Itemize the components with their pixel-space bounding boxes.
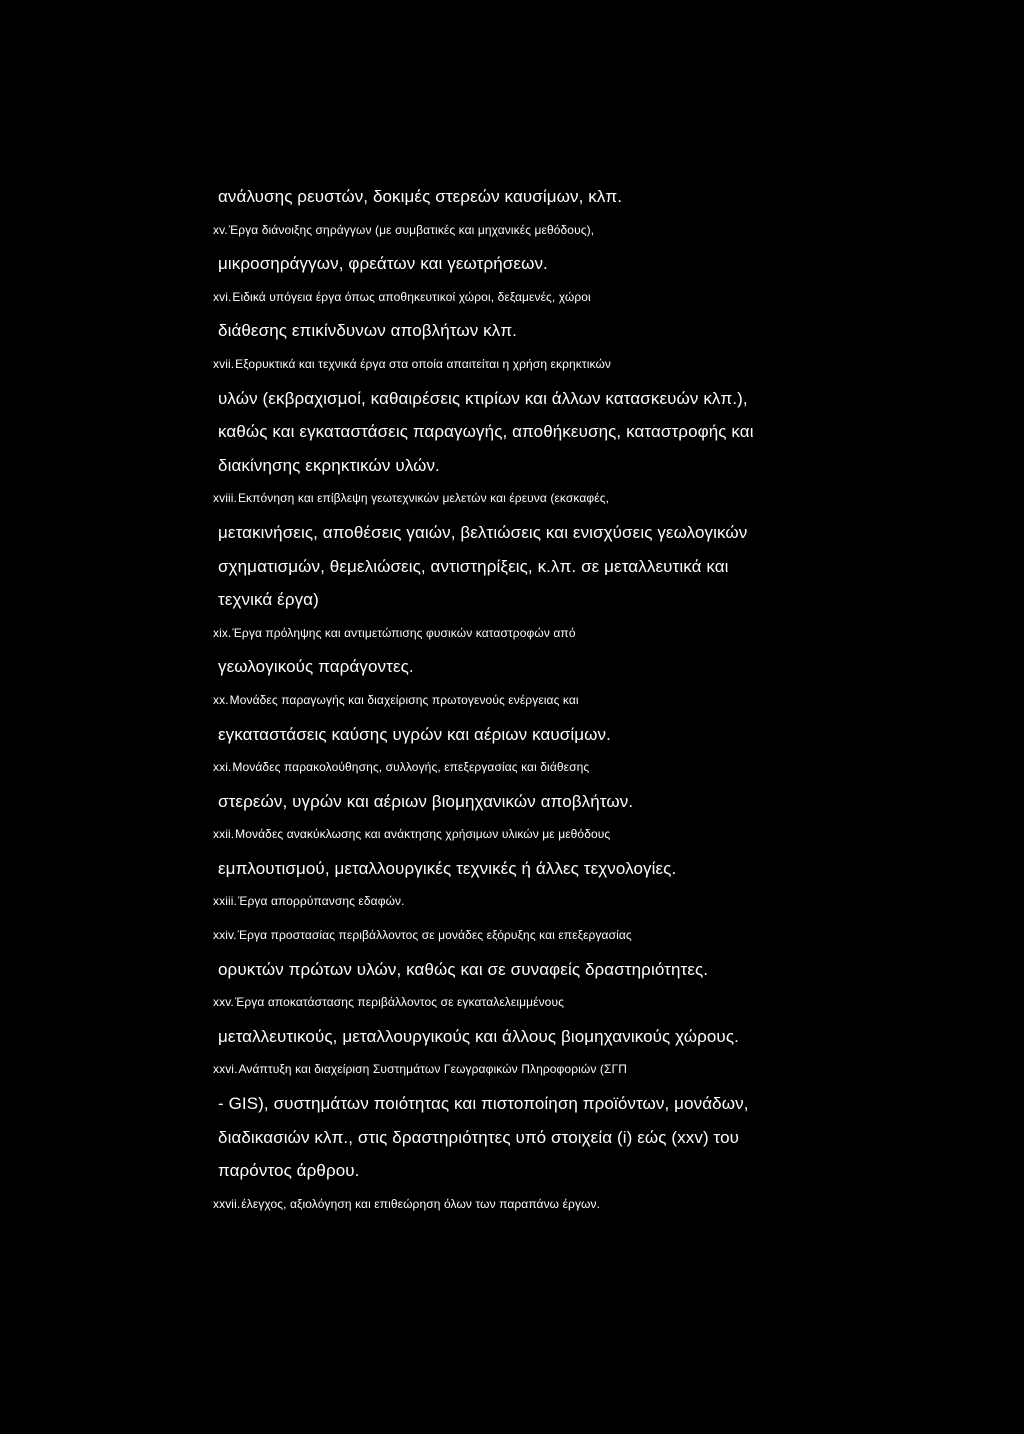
item-text: Ανάπτυξη και διαχείριση Συστημάτων Γεωγραφικών Πληροφοριών (ΣΓΠ [238,1062,627,1077]
item-text: έλεγχος, αξιολόγηση και επιθεώρηση όλων των παραπάνω έργων. [241,1196,601,1211]
text-line [218,1154,868,1188]
text-line [218,1020,868,1054]
text-line [218,650,868,684]
list-item-xvi [213,281,868,315]
item-marker: xxi. [213,760,232,775]
line-text: διάθεσης επικίνδυνων αποβλήτων κλπ. [218,321,518,341]
text-line [218,247,868,281]
item-text: Έργα αποκατάστασης περιβάλλοντος σε εγκαταλελειμμένους [234,995,564,1010]
line-text: τεχνικά έργα) [218,590,319,610]
line-text: - GIS), συστημάτων ποιότητας και πιστοποίηση προϊόντων, μονάδων, [218,1094,749,1114]
list-item-xxv [213,986,868,1020]
item-marker: xxv. [213,995,234,1010]
item-marker: xxvi. [213,1062,238,1077]
text-line [218,1087,868,1121]
item-marker: xv. [213,222,228,237]
line-text: ανάλυσης ρευστών, δοκιμές στερεών καυσίμων, κλπ. [218,187,623,206]
text-line [218,583,868,617]
item-marker: xxii. [213,827,235,842]
item-text: Μονάδες ανακύκλωσης και ανάκτησης χρήσιμων υλικών με μεθόδους [235,827,611,842]
list-item-xxvii [213,1188,868,1222]
line-text: σχηματισμών, θεμελιώσεις, αντιστηρίξεις, κ.λπ. σε μεταλλευτικά και [218,556,729,576]
line-text: διακίνησης εκρηκτικών υλών. [218,455,440,475]
item-text: Μονάδες παραγωγής και διαχείρισης πρωτογενούς ενέργειας και [229,692,579,707]
item-text: Έργα προστασίας περιβάλλοντος σε μονάδες εξόρυξης και επεξεργασίας [237,928,632,943]
line-text: μικροσηράγγων, φρεάτων και γεωτρήσεων. [218,254,548,274]
text-line [218,314,868,348]
line-text: καθώς και εγκαταστάσεις παραγωγής, αποθήκευσης, καταστροφής και [218,422,754,442]
list-item-xxi [213,751,868,785]
list-item-xx [213,684,868,718]
text-line [218,785,868,819]
line-text: μετακινήσεις, αποθέσεις γαιών, βελτιώσεις και ενισχύσεις γεωλογικών [218,522,748,542]
text-line [218,449,868,483]
item-text: Εξορυκτικά και τεχνικά έργα στα οποία απαιτείται η χρήση εκρηκτικών [235,356,612,371]
item-text: Μονάδες παρακολούθησης, συλλογής, επεξεργασίας και διάθεσης [232,760,590,775]
list-item-xviii [213,482,868,516]
text-line [218,852,868,886]
list-item-xxii [213,818,868,852]
item-marker: xviii. [213,491,237,506]
line-text: εμπλουτισμού, μεταλλουργικές τεχνικές ή άλλες τεχνολογίες. [218,858,677,878]
text-line [218,718,868,752]
list-item-xxiii [213,885,868,919]
text-line [218,550,868,584]
line-text: διαδικασιών κλπ., στις δραστηριότητες υπό στοιχεία (i) εώς (xxv) του [218,1127,740,1147]
line-text: εγκαταστάσεις καύσης υγρών και αέριων καυσίμων. [218,724,611,744]
item-text: Έργα απορρύπανσης εδαφών. [237,894,405,909]
list-item-xix [213,617,868,651]
line-text: υλών (εκβραχισμοί, καθαιρέσεις κτιρίων και άλλων κατασκευών κλπ.), [218,388,748,408]
item-marker: xix. [213,625,232,640]
item-marker: xxvii. [213,1196,241,1211]
text-line [218,516,868,550]
line-text: ορυκτών πρώτων υλών, καθώς και σε συναφείς δραστηριότητες. [218,959,709,979]
list-item-xxiv [213,919,868,953]
item-text: Εκπόνηση και επίβλεψη γεωτεχνικών μελετών και έρευνα (εκσκαφές, [237,491,610,506]
item-text: Έργα πρόληψης και αντιμετώπισης φυσικών καταστροφών από [232,625,576,640]
item-marker: xxiv. [213,928,237,943]
line-text: μεταλλευτικούς, μεταλλουργικούς και άλλους βιομηχανικούς χώρους. [218,1026,739,1046]
line-text: παρόντος άρθρου. [218,1161,360,1181]
list-item-xv [213,214,868,248]
line-text: γεωλογικούς παράγοντες. [218,657,414,677]
item-marker: xvi. [213,289,232,304]
text-line [218,382,868,416]
list-item-xvii [213,348,868,382]
item-marker: xvii. [213,356,235,371]
text-line [218,1121,868,1155]
item-text: Ειδικά υπόγεια έργα όπως αποθηκευτικοί χώροι, δεξαμενές, χώροι [232,289,591,304]
text-line [218,953,868,987]
text-line [218,415,868,449]
document-text-block [213,180,868,1221]
item-text: Έργα διάνοιξης σηράγγων (με συμβατικές και μηχανικές μεθόδους), [228,222,595,237]
item-marker: xxiii. [213,894,237,909]
list-item-xxvi [213,1053,868,1087]
text-line [218,180,868,214]
item-marker: xx. [213,692,229,707]
line-text: στερεών, υγρών και αέριων βιομηχανικών αποβλήτων. [218,791,634,811]
